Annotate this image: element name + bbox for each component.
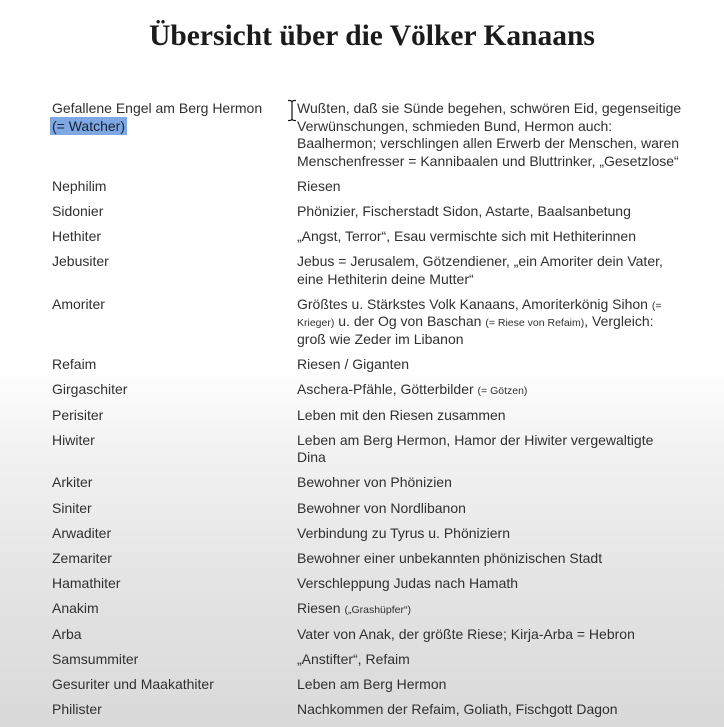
description-text: Größtes u. Stärkstes Volk Kanaans, Amoriterkönig Sihon: [297, 295, 652, 312]
description-cell: [297, 474, 452, 492]
table-row: [52, 500, 712, 525]
description-cell: [297, 600, 411, 618]
people-name: Hiwiter: [52, 431, 95, 448]
description-line: „Angst, Terror“, Esau vermischte sich mit Hethiterinnen: [297, 228, 636, 245]
people-cell: [52, 474, 297, 492]
people-cell: [52, 525, 297, 543]
people-name: Samsummiter: [52, 650, 139, 667]
table-row: [52, 626, 712, 651]
people-cell: [52, 296, 297, 349]
description-line: Leben am Berg Hermon: [297, 675, 447, 692]
description-cell: [297, 550, 602, 568]
people-cell: [52, 203, 297, 221]
description-cell: [297, 203, 631, 221]
description-line: [297, 600, 411, 618]
table-row: [52, 651, 712, 676]
description-line: [297, 381, 527, 399]
table-row: [52, 407, 712, 432]
description-cell: [297, 100, 681, 170]
description-cell: [297, 701, 618, 719]
people-name: Zemariter: [52, 549, 112, 566]
table-row: [52, 381, 712, 406]
description-line: eine Hethiterin deine Mutter“: [297, 270, 474, 287]
description-line: Phönizier, Fischerstadt Sidon, Astarte, Baalsanbetung: [297, 202, 631, 219]
page-title: Übersicht über die Völker Kanaans: [149, 20, 595, 52]
description-cell: [297, 500, 466, 518]
description-note: (= Riese von Refaim): [485, 317, 585, 330]
table-row: [52, 296, 712, 356]
people-name: Gesuriter und Maakathiter: [52, 675, 214, 692]
people-cell: [52, 407, 297, 425]
description-cell: [297, 178, 341, 196]
table-row: [52, 100, 712, 178]
description-text: , Vergleich:: [584, 313, 654, 330]
description-cell: [297, 228, 636, 246]
description-cell: [297, 253, 663, 288]
table-row: [52, 701, 712, 719]
description-line: Vater von Anak, der größte Riese; Kirja-Arba = Hebron: [297, 625, 635, 642]
description-note: Krieger): [297, 317, 335, 330]
people-name: Amoriter: [52, 295, 105, 312]
table-row: [52, 432, 712, 475]
people-cell: [52, 432, 297, 467]
description-text: u. der Og von Baschan: [334, 313, 486, 330]
description-line: Leben am Berg Hermon, Hamor der Hiwiter vergewaltigte: [297, 431, 654, 448]
description-line: groß wie Zeder im Libanon: [297, 330, 464, 347]
people-name: Siniter: [52, 499, 92, 516]
description-text: Aschera-Pfähle, Götterbilder: [297, 381, 478, 398]
i-beam-cursor-icon: [287, 99, 297, 122]
people-note-line: [52, 118, 297, 136]
description-cell: [297, 525, 510, 543]
description-line: Bewohner einer unbekannten phönizischen Stadt: [297, 549, 603, 566]
people-cell: [52, 676, 297, 694]
people-cell: [52, 356, 297, 374]
table-row: [52, 600, 712, 625]
people-cell: [52, 701, 297, 719]
description-line: Baalhermon; verschlingen allen Erwerb der Menschen, waren: [297, 135, 680, 151]
description-line: [297, 313, 661, 331]
people-cell: [52, 500, 297, 518]
people-name: Philister: [52, 701, 102, 718]
people-name: Girgaschiter: [52, 381, 128, 398]
people-name: Arwaditer: [52, 524, 112, 541]
description-cell: [297, 407, 506, 425]
table-row: [52, 253, 712, 296]
description-line: „Anstifter“, Refaim: [297, 650, 410, 667]
people-cell: [52, 550, 297, 568]
description-note: (=: [651, 299, 662, 312]
table-row: [52, 356, 712, 381]
description-cell: [297, 356, 409, 374]
people-name: Perisiter: [52, 406, 104, 423]
description-cell: [297, 575, 518, 593]
people-name: Hamathiter: [52, 575, 121, 592]
table-row: [52, 203, 712, 228]
people-cell: [52, 626, 297, 644]
people-cell: [52, 575, 297, 593]
table-row: [52, 525, 712, 550]
description-note: (= Götzen): [477, 385, 528, 398]
description-note: („Grashüpfer“): [344, 604, 411, 617]
description-line: Dina: [297, 449, 326, 466]
description-line: Jebus = Jerusalem, Götzendiener, „ein Amoriter dein Vater,: [297, 253, 663, 270]
table-row: [52, 575, 712, 600]
selected-text: (= Watcher): [52, 117, 125, 134]
description-cell: [297, 432, 653, 467]
people-name: Arkiter: [52, 474, 93, 491]
description-cell: [297, 296, 661, 349]
people-name: Anakim: [52, 600, 99, 617]
description-line: Wußten, daß sie Sünde begehen, schwören Eid, gegenseitige: [297, 100, 682, 116]
people-name: Sidonier: [52, 202, 104, 219]
description-text: Riesen: [297, 600, 345, 617]
people-name: Nephilim: [52, 177, 107, 194]
table-row: [52, 550, 712, 575]
description-cell: [297, 626, 635, 644]
table-row: [52, 676, 712, 701]
description-line: Riesen: [297, 177, 341, 194]
description-line: [297, 296, 661, 314]
description-cell: [297, 676, 446, 694]
people-cell: [52, 100, 297, 170]
table-row: [52, 474, 712, 499]
table-row: [52, 228, 712, 253]
description-line: Verwünschungen, schmieden Bund, Hermon auch:: [297, 117, 613, 134]
people-cell: [52, 228, 297, 246]
table-row: [52, 178, 712, 203]
people-name: Gefallene Engel am Berg Hermon: [52, 100, 263, 116]
people-name: Refaim: [52, 356, 97, 373]
description-line: Riesen / Giganten: [297, 356, 410, 373]
description-line: Bewohner von Nordlibanon: [297, 499, 466, 516]
description-cell: [297, 381, 527, 399]
description-line: Verschleppung Judas nach Hamath: [297, 575, 519, 592]
description-line: Leben mit den Riesen zusammen: [297, 406, 506, 423]
people-cell: [52, 253, 297, 288]
people-cell: [52, 381, 297, 399]
people-cell: [52, 600, 297, 618]
peoples-table: [52, 100, 712, 719]
description-line: Bewohner von Phönizien: [297, 474, 452, 491]
description-line: Verbindung zu Tyrus u. Phöniziern: [297, 524, 510, 541]
people-name: Jebusiter: [52, 253, 109, 270]
description-line: Nachkommen der Refaim, Goliath, Fischgott Dagon: [297, 701, 618, 718]
people-name: Hethiter: [52, 228, 102, 245]
description-line: Menschenfresser = Kannibaalen und Bluttrinker, „Gesetzlose“: [297, 152, 679, 169]
people-cell: [52, 651, 297, 669]
description-cell: [297, 651, 410, 669]
people-cell: [52, 178, 297, 196]
people-name: Arba: [52, 625, 82, 642]
